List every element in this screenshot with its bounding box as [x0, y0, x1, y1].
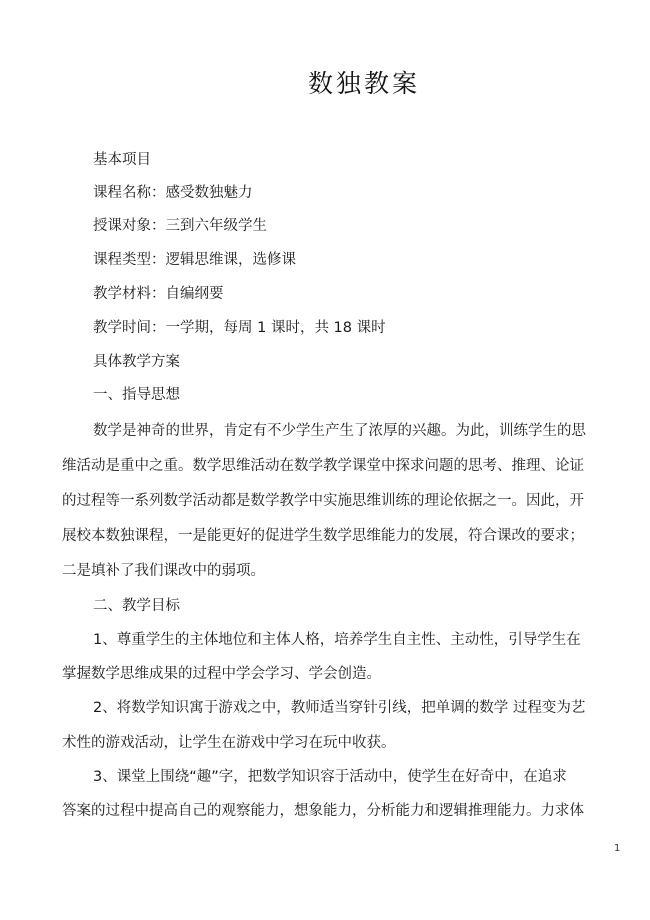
section2-heading: 二、教学目标: [93, 598, 180, 614]
section1-line: 二是填补了我们课改中的弱项。: [62, 563, 265, 579]
goal1-line: 1、尊重学生的主体地位和主体人格，培养学生自主性、主动性，引导学生在: [93, 632, 581, 648]
goal2-line: 术性的游戏活动，让学生在游戏中学习在玩中收获。: [62, 735, 396, 751]
section1-line: 维活动是重中之重。数学思维活动在数学教学课堂中探求问题的思考、推理、论证: [62, 458, 584, 474]
page-number: 1: [614, 843, 621, 854]
section1-heading: 一、指导思想: [93, 387, 180, 403]
goal3-line: 答案的过程中提高自己的观察能力，想象能力，分析能力和逻辑推理能力。力求体: [62, 803, 584, 819]
goal3-line: 3、课堂上围绕“趣”字，把数学知识容于活动中，使学生在好奇中，在追求: [93, 769, 567, 785]
section1-line: 的过程等一系列数学活动都是数学教学中实施思维训练的理论依据之一。因此，开: [62, 493, 584, 509]
section1-line: 展校本数独课程，一是能更好的促进学生数学思维能力的发展，符合课改的要求；: [62, 528, 584, 544]
document-title: 数独教案: [307, 69, 420, 98]
basic-section-heading: 基本项目: [93, 152, 151, 168]
field-audience: 授课对象：三到六年级学生: [93, 218, 267, 234]
field-materials: 教学材料：自编纲要: [93, 286, 224, 302]
plan-heading: 具体教学方案: [93, 354, 180, 370]
goal1-line: 掌握数学思维成果的过程中学会学习、学会创造。: [62, 666, 381, 682]
field-schedule: 教学时间：一学期，每周 1 课时，共 18 课时: [93, 320, 386, 336]
field-course-name: 课程名称：感受数独魅力: [93, 185, 253, 201]
field-course-type: 课程类型：逻辑思维课，选修课: [93, 252, 296, 268]
section1-line: 数学是神奇的世界，肯定有不少学生产生了浓厚的兴趣。为此，训练学生的思: [93, 423, 586, 439]
goal2-line: 2、将数学知识寓于游戏之中，教师适当穿针引线，把单调的数学 过程变为艺: [93, 700, 586, 716]
